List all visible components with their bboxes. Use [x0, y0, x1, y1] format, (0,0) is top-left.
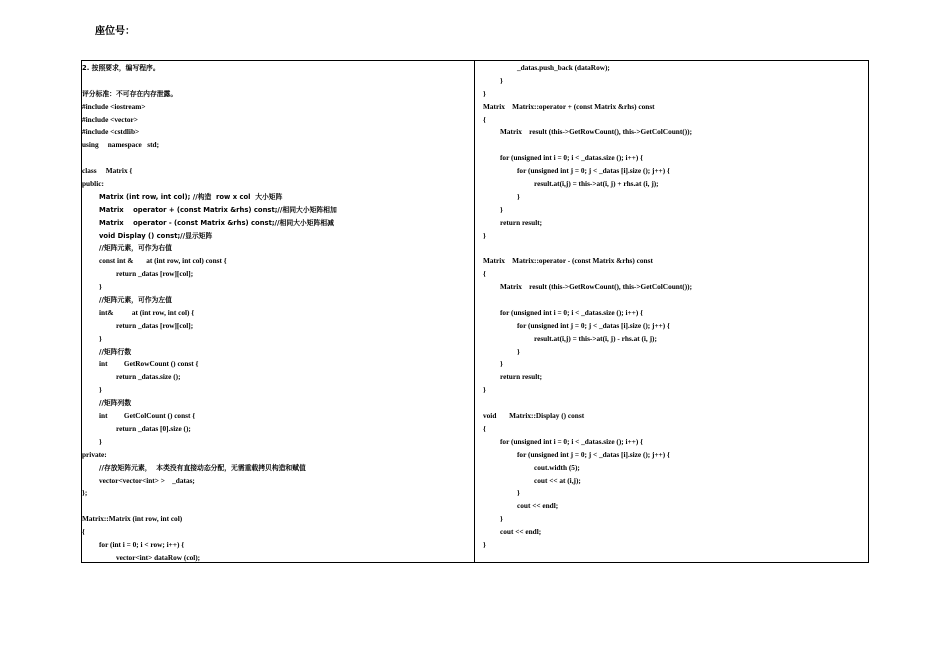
code-line: {: [82, 527, 85, 537]
code-line: Matrix::Matrix (int row, int col): [82, 514, 183, 524]
code-line: int GetColCount () const {: [99, 411, 196, 421]
code-line: for (unsigned int j = 0; j < _datas [i].size (); j++) {: [517, 320, 670, 330]
code-line: }: [483, 385, 486, 395]
code-line: return _datas [0].size ();: [116, 423, 191, 433]
code-line: const int & at (int row, int col) const {: [99, 256, 227, 266]
left-code-column: [82, 62, 472, 565]
code-line: //矩阵行数: [99, 347, 132, 356]
code-line: }: [517, 191, 520, 201]
code-line: [483, 397, 867, 410]
code-line: for (unsigned int i = 0; i < _datas.size (); i++) {: [500, 307, 644, 317]
code-line: vector<int> dataRow (col);: [116, 552, 201, 562]
code-line: [483, 139, 867, 152]
code-line: Matrix (int row, int col); //构造 row x col 大小矩阵: [99, 192, 283, 201]
code-line: return result;: [500, 372, 543, 382]
right-code-column: [483, 62, 867, 552]
code-line: }: [517, 346, 520, 356]
code-line: }: [483, 88, 486, 98]
code-line: {: [483, 269, 486, 279]
code-line: }: [99, 282, 102, 292]
code-line: 2. 按照要求，编写程序。: [82, 64, 160, 72]
code-line: Matrix result (this->GetRowCount(), this->GetColCount());: [500, 282, 692, 292]
code-line: cout.width (5);: [534, 462, 580, 472]
code-line: }: [99, 436, 102, 446]
code-line: }: [517, 488, 520, 498]
code-line: Matrix Matrix::operator + (const Matrix &rhs) const: [483, 101, 655, 111]
code-line: for (unsigned int i = 0; i < _datas.size (); i++) {: [500, 436, 644, 446]
code-line: _datas.push_back (dataRow);: [517, 63, 610, 72]
code-line: }: [500, 204, 503, 214]
code-line: [82, 75, 472, 88]
code-line: for (unsigned int j = 0; j < _datas [i].size (); j++) {: [517, 449, 670, 459]
code-line: [483, 242, 867, 255]
code-line: {: [483, 114, 486, 124]
code-line: return _datas.size ();: [116, 372, 181, 382]
code-line: Matrix result (this->GetRowCount(), this->GetColCount());: [500, 127, 692, 137]
code-line: Matrix operator - (const Matrix &rhs) const;//相同大小矩阵相减: [99, 218, 334, 227]
code-line: using namespace std;: [82, 140, 160, 150]
code-line: Matrix Matrix::operator - (const Matrix &rhs) const: [483, 256, 653, 266]
code-line: private:: [82, 449, 107, 459]
code-line: }: [99, 385, 102, 395]
code-line: #include <cstdlib>: [82, 127, 140, 137]
code-line: cout << endl;: [500, 527, 542, 537]
code-line: }: [483, 539, 486, 549]
code-line: }: [500, 359, 503, 369]
code-line: cout << endl;: [517, 501, 559, 511]
code-line: //矩阵列数: [99, 399, 132, 408]
code-line: for (unsigned int j = 0; j < _datas [i].size (); j++) {: [517, 166, 670, 176]
column-divider: [474, 60, 475, 563]
code-line: Matrix operator + (const Matrix &rhs) const;//相同大小矩阵相加: [99, 205, 337, 214]
code-line: for (unsigned int i = 0; i < _datas.size (); i++) {: [500, 153, 644, 163]
code-line: }: [99, 333, 102, 343]
code-line: [82, 152, 472, 165]
code-line: void Display () const;//显示矩阵: [99, 231, 213, 240]
code-line: result.at(i,j) = this->at(i, j) + rhs.at (i, j);: [534, 179, 659, 189]
code-line: result.at(i,j) = this->at(i, j) - rhs.at (i, j);: [534, 333, 657, 343]
code-line: return _datas [row][col];: [116, 269, 194, 279]
code-line: return result;: [500, 217, 543, 227]
code-line: vector<vector<int> > _datas;: [99, 475, 195, 485]
code-line: }: [500, 75, 503, 85]
code-line: cout << at (i,j);: [534, 475, 581, 485]
code-line: int GetRowCount () const {: [99, 359, 199, 369]
code-line: }: [500, 514, 503, 524]
code-line: {: [483, 423, 486, 433]
code-line: class Matrix {: [82, 166, 133, 176]
code-line: for (int i = 0; i < row; i++) {: [99, 539, 185, 549]
code-line: int& at (int row, int col) {: [99, 307, 195, 317]
code-line: public:: [82, 179, 104, 189]
code-line: void Matrix::Display () const: [483, 411, 585, 421]
code-line: 评分标准：不可存在内存泄露。: [82, 89, 178, 98]
code-line: return _datas [row][col];: [116, 320, 194, 330]
code-line: //矩阵元素，可作为左值: [99, 296, 172, 305]
code-line: [483, 294, 867, 307]
seat-number-label: 座位号：: [95, 26, 135, 37]
code-line: #include <vector>: [82, 114, 138, 124]
code-line: //矩阵元素，可作为右值: [99, 244, 172, 253]
code-line: #include <iostream>: [82, 101, 146, 111]
code-line: };: [82, 488, 88, 498]
code-line: //存放矩阵元素， 本类没有直接动态分配，无需重载拷贝构造和赋值: [99, 463, 306, 472]
code-line: [82, 500, 472, 513]
code-line: }: [483, 230, 486, 240]
